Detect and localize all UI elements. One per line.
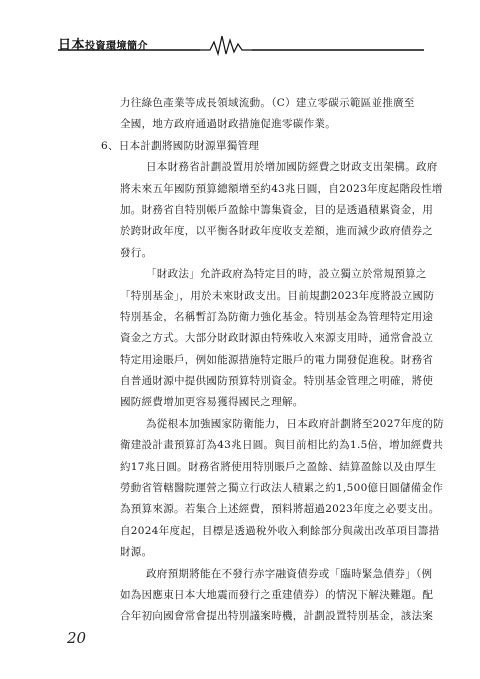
body-text — [101, 93, 444, 628]
paragraph-line: 為預算來源。若集合上述經費，預料將超過2023年度之必要支出。 — [120, 503, 440, 516]
paragraph-line: 自普通財源中提供國防預算特別資金。特別基金管理之明確，將使 — [120, 375, 434, 388]
paragraph-line: 資金之方式。大部分財政財源由特殊收入來源支用時，通常會設立 — [120, 332, 434, 345]
paragraph-line: 日本財務省計劃設置用於增加國防經費之財政支出架構。政府 — [146, 161, 438, 174]
paragraph-line: 特定用途賬戶，例如能源措施特定賬戶的電力開發促進稅。財務省 — [120, 353, 434, 366]
paragraph-line: 發行。 — [120, 246, 153, 259]
paragraph-line: 全國，地方政府通過財政措施促進零碳作業。 — [120, 118, 336, 131]
paragraph-line: 勞動省管轄醫院運營之獨立行政法人積累之約1,500億日圓儲備金作 — [120, 482, 444, 495]
running-header — [58, 30, 424, 56]
paragraph-line: 如為因應東日本大地震而發行之重建債券）的情況下解決難題。配 — [120, 588, 434, 601]
paragraph-line: 於跨財政年度，以平衡各財政年度收支差額，進而減少政府債券之 — [120, 225, 434, 238]
paragraph-line: 自2024年度起，目標是透過稅外收入剩餘部分與歲出改革項目籌措 — [120, 524, 440, 537]
paragraph-line: 約17兆日圓。財務省將使用特別賬戶之盈餘、結算盈餘以及由厚生 — [120, 460, 437, 473]
header-rule-heartbeat-line — [58, 30, 424, 56]
paragraph-line: 加。財務省自特別帳戶盈餘中籌集資金，目的是透過積累資金，用 — [120, 203, 434, 216]
paragraph-line: 財源。 — [120, 546, 153, 559]
section-heading: 6、日本計劃將國防財源單獨管理 — [101, 139, 260, 152]
paragraph-line: 國防經費增加更容易獲得國民之理解。 — [120, 396, 304, 409]
paragraph-line: 為從根本加強國家防衛能力，日本政府計劃將至2027年度的防 — [146, 417, 444, 430]
page-number: 20 — [67, 629, 87, 647]
paragraph-line: 衛建設計畫預算訂為43兆日圓。與目前相比約為1.5倍，增加經費共 — [120, 439, 444, 452]
paragraph-line: 將未來五年國防預算總額增至約43兆日圓，自2023年度起階段性增 — [120, 182, 443, 195]
paragraph-line: 特別基金，名稱暫訂為防衛力強化基金。特別基金為管理特定用途 — [120, 310, 434, 323]
paragraph-line: 「財政法」允許政府為特定目的時，設立獨立於常規預算之 — [146, 268, 427, 281]
paragraph-line: 合年初向國會常會提出特別議案時機，計劃設置特別基金，該法案 — [120, 610, 434, 623]
paragraph-line: 政府預期將能在不發行赤字融資債券或「臨時緊急債券」（例 — [146, 567, 433, 580]
paragraph-line: 「特別基金」，用於未來財政支出。目前規劃2023年度將設立國防 — [120, 289, 435, 302]
paragraph-line: 力往綠色產業等成長領域流動。（C）建立零碳示範區並推廣至 — [120, 97, 415, 109]
header-title-main: 日本 — [58, 38, 86, 53]
header-title-sub: 投資環境簡介 — [85, 41, 149, 52]
